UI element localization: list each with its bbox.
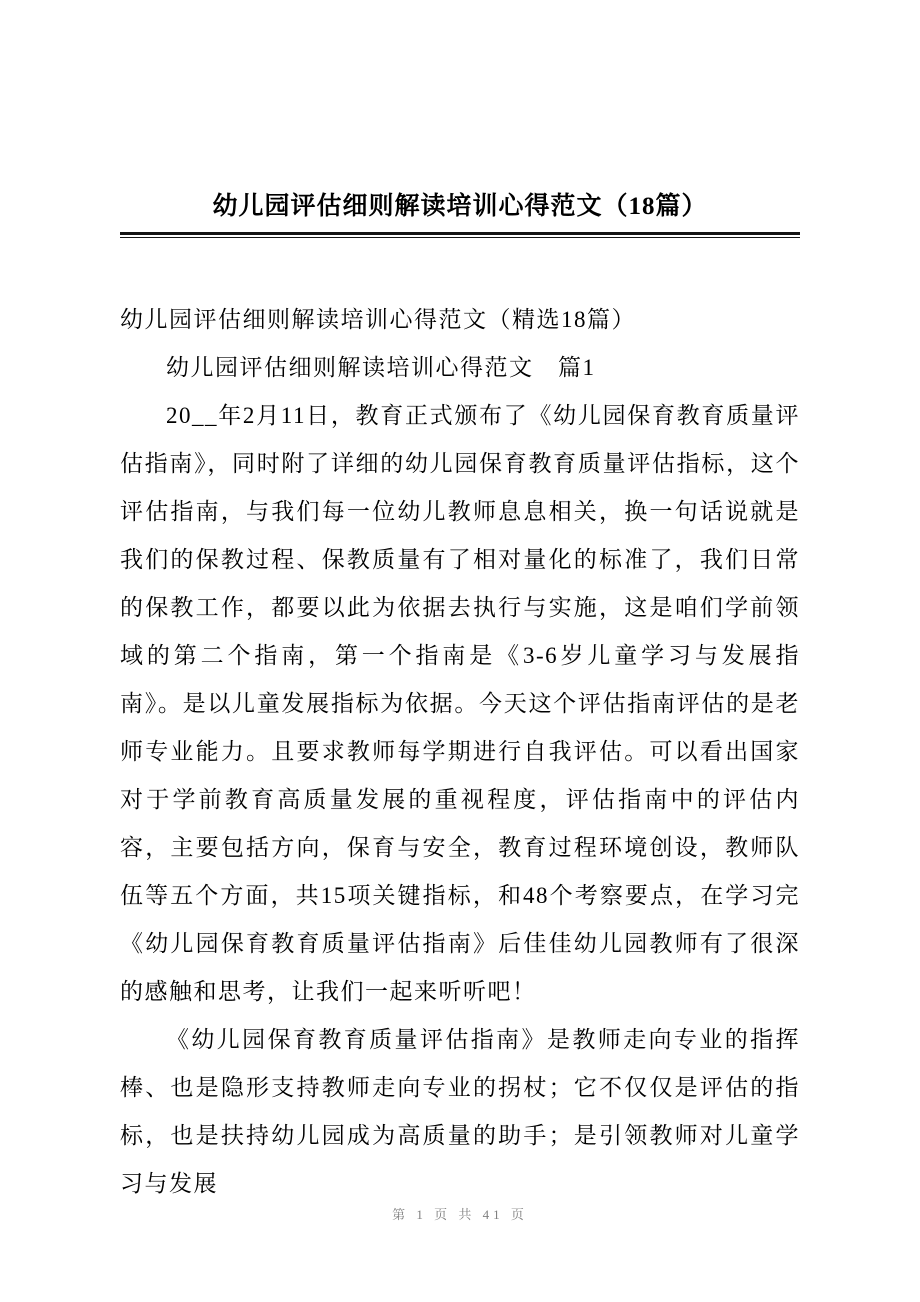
document-body [120,296,800,1208]
paragraph-body: 20__年2月11日，教育正式颁布了《幼儿园保育教育质量评估指南》，同时附了详细的幼儿园保育教育质量评估指标，这个评估指南，与我们每一位幼儿教师息息相关，换一句话说就是我们的保教过程、保教质量有了相对量化的标准了，我们日常的保教工作，都要以此为依据去执行与实施，这是咱们学前领域的第二个指南，第一个指南是《3-6岁儿童学习与发展指南》。是以儿童发展指标为依据。今天这个评估指南评估的是老师专业能力。且要求教师每学期进行自我评估。可以看出国家对于学前教育高质量发展的重视程度，评估指南中的评估内容，主要包括方向，保育与安全，教育过程环境创设，教师队伍等五个方面，共15项关键指标，和48个考察要点，在学习完《幼儿园保育教育质量评估指南》后佳佳幼儿园教师有了很深的感触和思考，让我们一起来听听吧！ [120,403,800,1004]
document-title: 幼儿园评估细则解读培训心得范文（18篇） [212,193,708,220]
paragraph-body: 《幼儿园保育教育质量评估指南》是教师走向专业的指挥棒、也是隐形支持教师走向专业的拐杖；它不仅仅是评估的指标，也是扶持幼儿园成为高质量的助手；是引领教师对儿童学习与发展 [120,1027,800,1196]
page-number-label: 第 1 页 共 41 页 [392,1207,528,1222]
paragraph-subtitle: 幼儿园评估细则解读培训心得范文（精选18篇） [120,307,636,332]
page-footer [120,1204,800,1224]
title-divider [120,232,800,238]
paragraph-section-heading: 幼儿园评估细则解读培训心得范文 篇1 [166,355,596,380]
